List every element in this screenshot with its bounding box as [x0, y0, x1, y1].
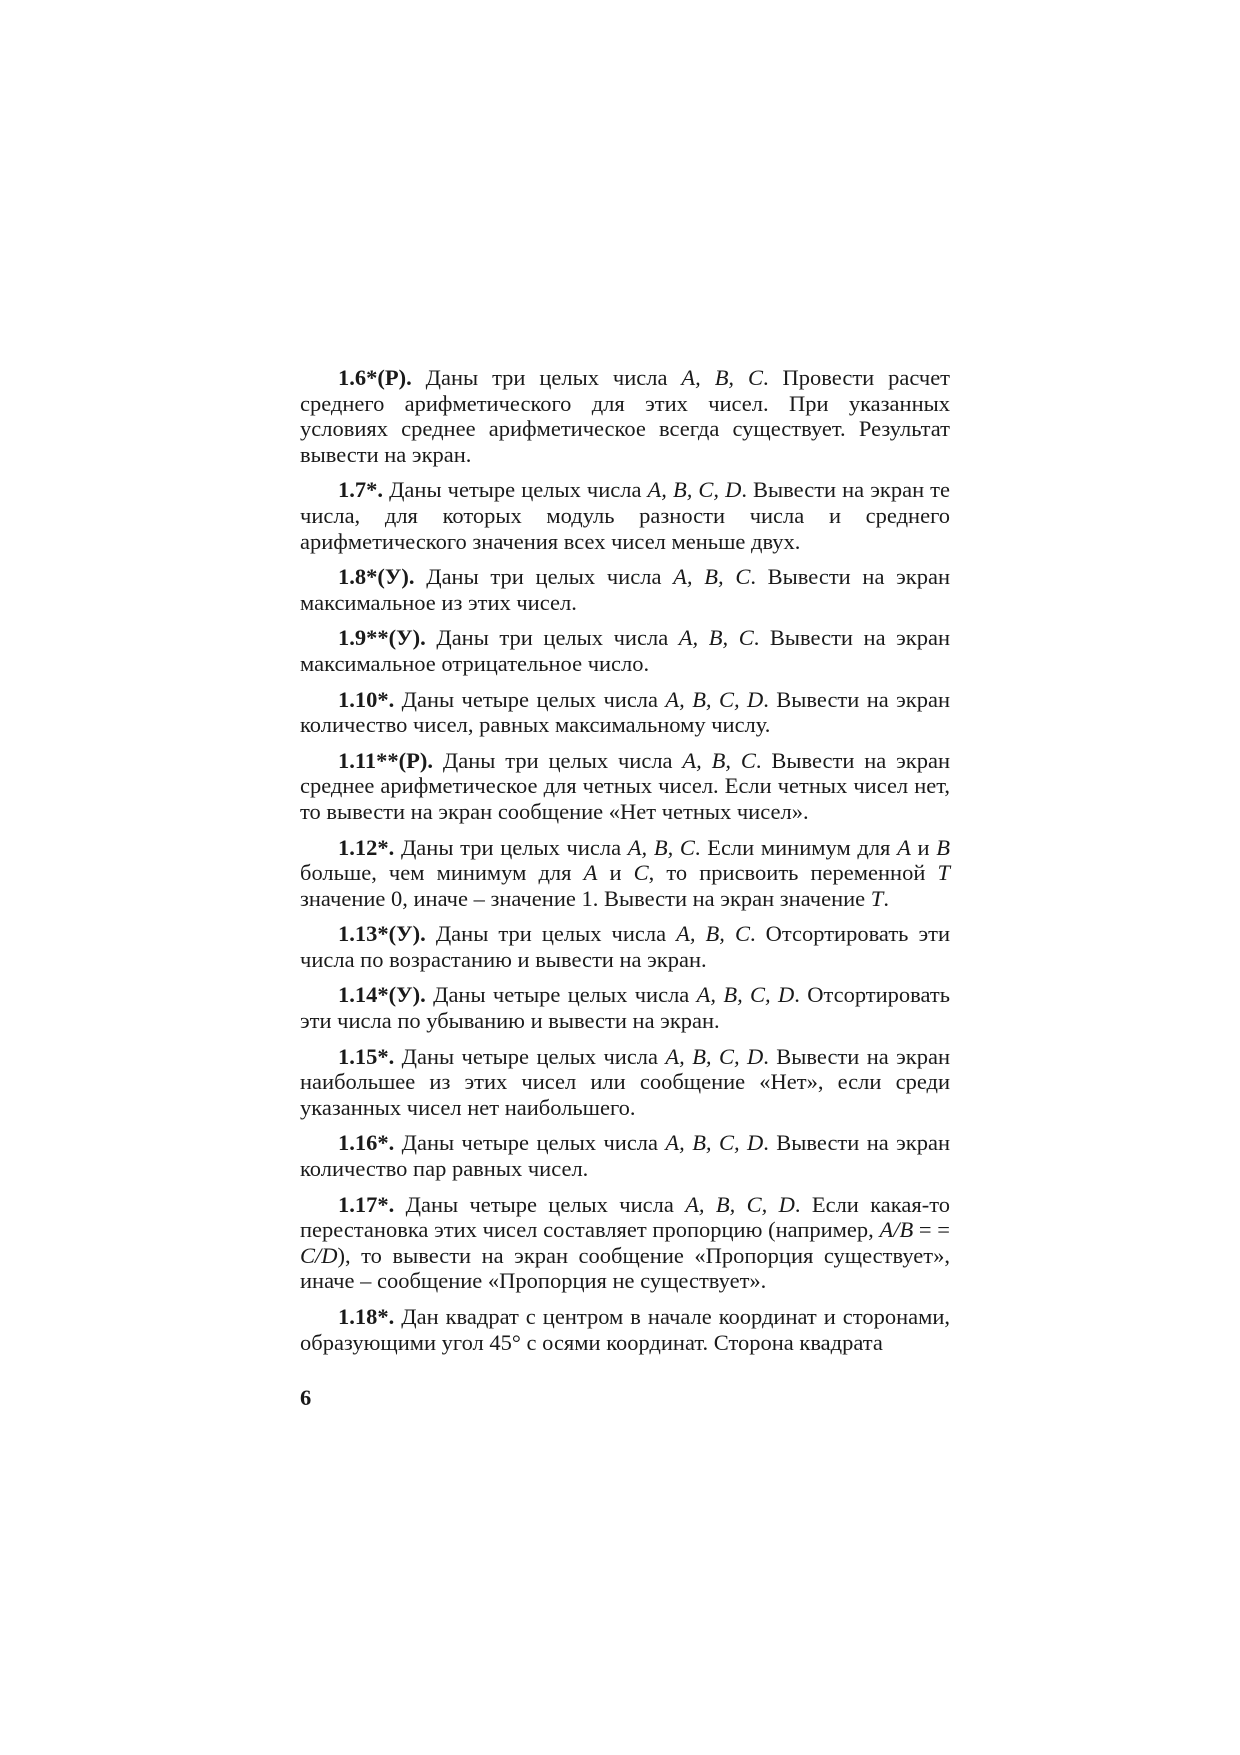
problem-1-13	[300, 921, 950, 972]
problem-number: 1.14*(У).	[338, 982, 426, 1008]
problem-1-7	[300, 477, 950, 554]
problem-number: 1.17*.	[338, 1191, 395, 1217]
page-number: 6	[300, 1385, 312, 1410]
problem-text: Даны три целых числа A, B, C. Отсортировать эти числа по возрастанию и вывести на экран.	[300, 921, 951, 972]
problem-number: 1.13*(У).	[338, 921, 426, 947]
problem-1-6	[300, 365, 950, 467]
problem-text: Даны четыре целых числа A, B, C, D. Вывести на экран те числа, для которых модуль разности числа и среднего арифметического значения всех чисел меньше двух.	[300, 477, 950, 554]
problem-text: Даны три целых числа A, B, C. Вывести на экран максимальное отрицательное число.	[300, 625, 951, 676]
problem-1-9	[300, 625, 950, 676]
problem-text: Даны четыре целых числа A, B, C, D. Вывести на экран наибольшее из этих чисел или сообщение «Нет», если среди указанных чисел нет наибольшего.	[300, 1043, 950, 1120]
problem-1-15	[300, 1044, 950, 1121]
problem-number: 1.16*.	[338, 1130, 395, 1156]
problem-1-11	[300, 748, 950, 825]
problem-number: 1.18*.	[338, 1304, 395, 1329]
problem-text: Даны четыре целых числа A, B, C, D. Если какая-то перестановка этих чисел составляет пропорцию (например, A/B = = C/D), то вывести на экран сообщение «Пропорция существует», иначе – сообщение «Пропорция не существует».	[300, 1191, 950, 1294]
problem-text: Даны четыре целых числа A, B, C, D. Отсортировать эти числа по убыванию и вывести на экран.	[300, 982, 950, 1034]
problem-1-12	[300, 835, 950, 912]
problem-text: Дан квадрат с центром в начале координат и сторонами, образующими угол 45° с осями координат. Сторона квадрата	[300, 1304, 950, 1355]
problems-list	[300, 365, 950, 1365]
problem-1-14	[300, 982, 950, 1033]
problem-number: 1.12*.	[338, 834, 395, 860]
problem-1-10	[300, 687, 950, 738]
problem-text: Даны четыре целых числа A, B, C, D. Вывести на экран количество пар равных чисел.	[300, 1130, 950, 1182]
problem-number: 1.9**(У).	[338, 625, 426, 651]
problem-text: Даны три целых числа A, B, C. Вывести на экран максимальное из этих чисел.	[300, 564, 951, 615]
problem-number: 1.6*(Р).	[338, 365, 412, 390]
problem-number: 1.7*.	[338, 477, 383, 503]
problem-text: Даны четыре целых числа A, B, C, D. Вывести на экран количество чисел, равных максимальному числу.	[300, 686, 950, 738]
problem-number: 1.10*.	[338, 686, 395, 712]
problem-text: Даны три целых числа A, B, C. Провести расчет среднего арифметического для этих чисел. При указанных условиях среднее арифметическое всегда существует. Результат вывести на экран.	[300, 365, 951, 467]
problem-text: Даны три целых числа A, B, C. Если минимум для A и B больше, чем минимум для A и C, то присвоить переменной T значение 0, иначе – значение 1. Вывести на экран значение T.	[300, 834, 950, 911]
problem-number: 1.15*.	[338, 1043, 395, 1069]
problem-text: Даны три целых числа A, B, C. Вывести на экран среднее арифметическое для четных чисел. Если четных чисел нет, то вывести на экран сообщение «Нет четных чисел».	[300, 747, 951, 824]
problem-1-17	[300, 1192, 950, 1294]
problem-number: 1.8*(У).	[338, 564, 415, 590]
problem-1-8	[300, 564, 950, 615]
problem-1-16	[300, 1130, 950, 1181]
problem-1-18	[300, 1304, 950, 1355]
problem-number: 1.11**(Р).	[338, 747, 433, 773]
